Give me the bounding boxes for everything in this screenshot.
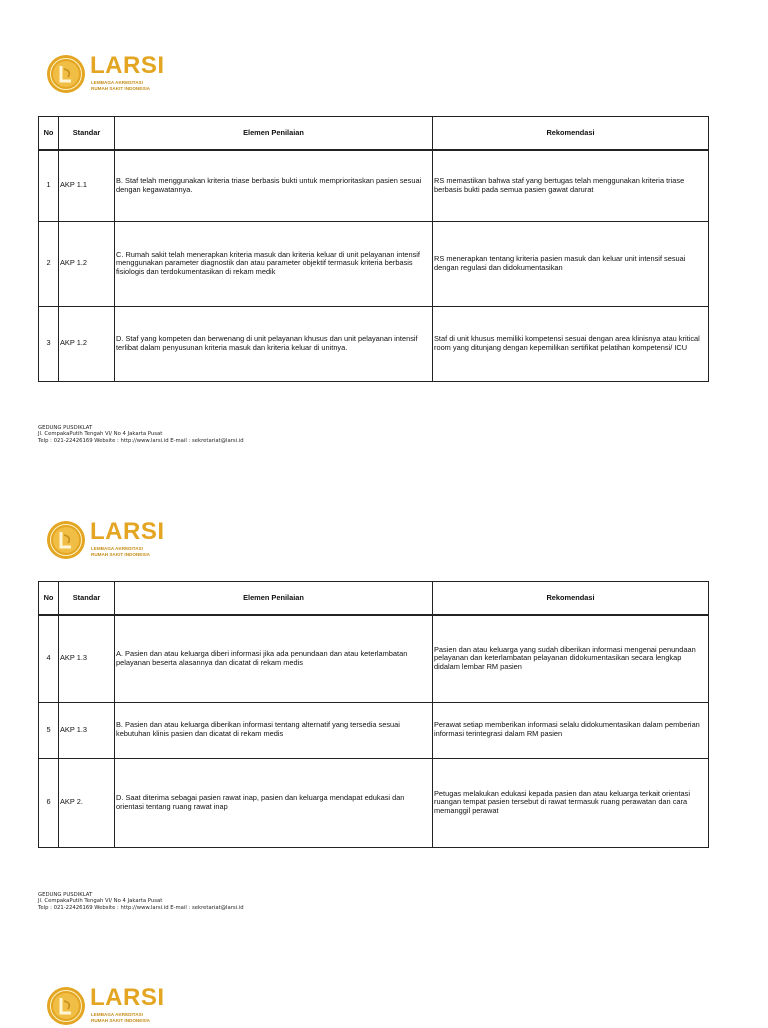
standards-table-page-1: [38, 116, 709, 382]
footer-address: [38, 892, 244, 911]
row-standar: AKP 1.3: [59, 702, 115, 758]
row-no: 4: [39, 615, 59, 702]
footer-contact: Telp : 021-22426169 Website : http://www.larsi.id E-mail : sekretariat@larsi.id: [38, 437, 244, 444]
row-no: 2: [39, 221, 59, 306]
larsi-logo: [46, 986, 166, 1028]
row-rekomendasi: Perawat setiap memberikan informasi selalu didokumentasikan dalam pemberian informasi terintegrasi dalam RM pasien: [433, 702, 709, 758]
header-elemen-penilaian: Elemen Penilaian: [115, 117, 433, 151]
row-rekomendasi: Staf di unit khusus memiliki kompetensi sesuai dengan area klinisnya atau kritical room yang ditunjang dengan kepemilikan sertifikat pelatihan kompetensi/ ICU: [433, 306, 709, 381]
row-elemen: D. Staf yang kompeten dan berwenang di unit pelayanan khusus dan unit pelayanan intensif terlibat dalam penyusunan kriteria masuk dan kriteria keluar di unitnya.: [115, 306, 433, 381]
logo-brand-text: LARSI: [90, 984, 165, 1011]
table-row: [39, 615, 709, 702]
header-no: No: [39, 117, 59, 151]
logo-subtitle-line2: RUMAH SAKIT INDONESIA: [91, 1018, 150, 1023]
header-rekomendasi: Rekomendasi: [433, 117, 709, 151]
row-rekomendasi: RS memastikan bahwa staf yang bertugas telah menggunakan kriteria triase berbasis bukti pada semua pasien gawat darurat: [433, 150, 709, 221]
footer-contact: Telp : 021-22426169 Website : http://www.larsi.id E-mail : sekretariat@larsi.id: [38, 904, 244, 911]
standards-table-page-2: [38, 581, 709, 848]
logo-subtitle-line1: LEMBAGA AKREDITASI: [91, 1012, 143, 1017]
row-no: 6: [39, 758, 59, 847]
footer-street: Jl. CempakaPutih Tengah VI/ No 4 Jakarta Pusat: [38, 898, 163, 905]
row-no: 3: [39, 306, 59, 381]
table-row: [39, 150, 709, 221]
row-elemen: A. Pasien dan atau keluarga diberi informasi jika ada penundaan dan atau keterlambatan pelayanan beserta alasannya dan dicatat di rekam medis: [115, 615, 433, 702]
row-rekomendasi: Petugas melakukan edukasi kepada pasien dan atau keluarga terkait orientasi ruangan tempat pasien tersebut di rawat termasuk ruang perawatan dan cara memanggil perawat: [433, 758, 709, 847]
row-standar: AKP 1.1: [59, 150, 115, 221]
row-elemen: B. Staf telah menggunakan kriteria triase berbasis bukti untuk memprioritaskan pasien sesuai dengan kegawatannya.: [115, 150, 433, 221]
row-no: 5: [39, 702, 59, 758]
row-standar: AKP 2.: [59, 758, 115, 847]
larsi-logo: [46, 520, 166, 562]
larsi-logo: [46, 54, 166, 96]
row-standar: AKP 1.2: [59, 306, 115, 381]
logo-subtitle-line2: RUMAH SAKIT INDONESIA: [91, 552, 150, 557]
header-rekomendasi: Rekomendasi: [433, 582, 709, 616]
larsi-seal-icon: [46, 986, 86, 1026]
table-row: [39, 702, 709, 758]
row-standar: AKP 1.2: [59, 221, 115, 306]
table-row: [39, 221, 709, 306]
row-elemen: C. Rumah sakit telah menerapkan kriteria masuk dan kriteria keluar di unit pelayanan intensif menggunakan parameter diagnostik dan atau parameter objektif termasuk kriteria berbasis fisiologis dan terdokumentasikan di rekam medik: [115, 221, 433, 306]
footer-building: GEDUNG PUSDIKLAT: [38, 892, 93, 898]
logo-subtitle-line1: LEMBAGA AKREDITASI: [91, 546, 143, 551]
table-row: [39, 758, 709, 847]
table-header-row: [39, 582, 709, 616]
row-elemen: D. Saat diterima sebagai pasien rawat inap, pasien dan keluarga mendapat edukasi dan orientasi tentang ruang rawat inap: [115, 758, 433, 847]
row-no: 1: [39, 150, 59, 221]
larsi-seal-icon: [46, 54, 86, 94]
table-row: [39, 306, 709, 381]
table-header-row: [39, 117, 709, 151]
footer-address: [38, 425, 244, 444]
logo-subtitle-line2: RUMAH SAKIT INDONESIA: [91, 86, 150, 91]
header-elemen-penilaian: Elemen Penilaian: [115, 582, 433, 616]
row-rekomendasi: RS menerapkan tentang kriteria pasien masuk dan keluar unit intensif sesuai dengan regulasi dan didokumentasikan: [433, 221, 709, 306]
logo-subtitle-line1: LEMBAGA AKREDITASI: [91, 80, 143, 85]
larsi-seal-icon: [46, 520, 86, 560]
header-standar: Standar: [59, 117, 115, 151]
row-rekomendasi: Pasien dan atau keluarga yang sudah diberikan informasi mengenai penundaan pelayanan dan keterlambatan pelayanan didokumentasikan secara lengkap didalam lembar RM pasien: [433, 615, 709, 702]
header-standar: Standar: [59, 582, 115, 616]
footer-building: GEDUNG PUSDIKLAT: [38, 425, 93, 431]
row-standar: AKP 1.3: [59, 615, 115, 702]
logo-brand-text: LARSI: [90, 518, 165, 545]
footer-street: Jl. CempakaPutih Tengah VI/ No 4 Jakarta Pusat: [38, 431, 163, 438]
header-no: No: [39, 582, 59, 616]
row-elemen: B. Pasien dan atau keluarga diberikan informasi tentang alternatif yang tersedia sesuai kebutuhan klinis pasien dan dicatat di rekam medis: [115, 702, 433, 758]
logo-brand-text: LARSI: [90, 52, 165, 79]
